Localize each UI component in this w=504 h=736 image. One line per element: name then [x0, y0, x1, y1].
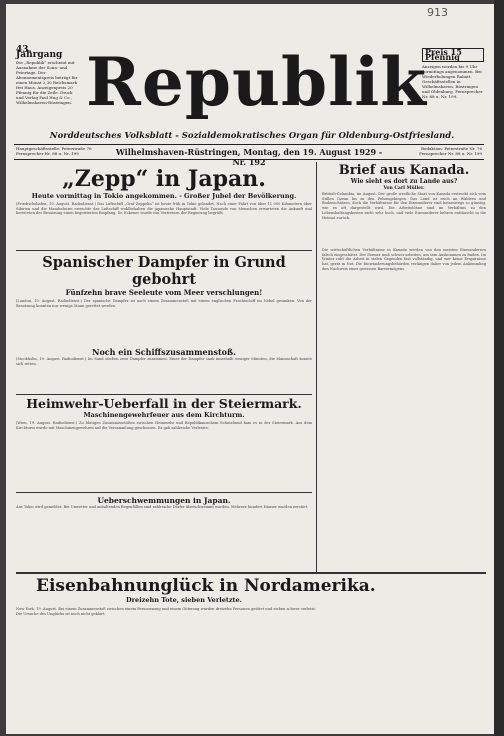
- binding-edge: [494, 0, 504, 736]
- divider: [16, 250, 312, 251]
- kanada-continuation: [322, 248, 486, 568]
- column-divider: [316, 162, 317, 572]
- dateline-right: Redaktion: Peterstraße Nr. 76 Fernsprecher Nr. 88 u. Nr. 199: [419, 146, 482, 156]
- flood-body: Aus Tokio wird gemeldet: Bei Unwetter und anhaltenden Regenfällen sind zahlreiche Dörfer überschwemmt worden. Mehrere hundert Häuser wurden zerstört.: [16, 505, 309, 509]
- heimwehr-article: [16, 397, 312, 487]
- schiff-headline: Noch ein Schiffszusammenstoß.: [92, 348, 236, 357]
- zepp-article: [16, 166, 312, 226]
- newspaper-subtitle: Norddeutsches Volksblatt - Sozialdemokratisches Organ für Oldenburg-Ostfriesland.: [49, 131, 455, 141]
- dampfer-headline: Spanischer Dampfer in Grund gebohrt: [42, 254, 286, 288]
- volume-label: 43. Jahrgang: [16, 45, 63, 60]
- newspaper-title: Republik: [86, 43, 427, 121]
- eisenbahn-body: New York, 19. August. Bei einem Zusammenstoß zwischen einem Personenzug und einem Güterzug wurden dreizehn Personen getötet und sieben schwer verletzt. Die Ursache des Unglücks ist noch nicht geklärt.: [16, 607, 316, 616]
- heimwehr-subheadline: Maschinengewehrfeuer aus dem Kirchturm.: [83, 411, 245, 419]
- advert-info: Anzeigen werden bis 9 Uhr vormittags angenommen. Bei Wiederholungen Rabatt. Geschäftsstellen in Wilhelmshaven, Rüstringen und Oldenburg. Fernsprecher Nr. 88 u. Nr. 199.: [422, 64, 483, 99]
- heimwehr-headline: Heimwehr-Ueberfall in der Steiermark.: [26, 397, 302, 411]
- divider: [16, 492, 312, 493]
- kanada-body: Brittish-Columbia, im August. Der große westliche Staat von Kanada erstreckt sich vom Stillen Ozean bis zu den Felsengebirgen. Das Land ist reich an Wäldern und Bodenschätzen, doch die Verhältnisse für den Einwanderer sind keineswegs so günstig, wie es oft dargestellt wird. Die Arbeitslöhne sind im Verhältnis zu den Lebenshaltungskosten nicht sehr hoch, und viele Einwanderer kehren enttäuscht in die Heimat zurück.: [322, 192, 486, 220]
- flood-article: [16, 496, 312, 566]
- divider: [16, 572, 486, 574]
- price-label: Preis 15 Pfennig: [422, 48, 484, 62]
- kanada-headline: Brief aus Kanada.: [338, 164, 470, 178]
- dampfer-subheadline: Fünfzehn brave Seeleute vom Meer verschlungen!: [65, 288, 263, 297]
- dateline-bar: [14, 144, 484, 167]
- kanada-article: [322, 164, 486, 244]
- zepp-body: (Friedrichshafen, 19. August. Radiodienst.) Das Luftschiff „Graf Zeppelin“ ist heute früh in Tokio gelandet. Nach einer Fahrt von über 11 000 Kilometern über Sibirien und die Mandschurei erreichte das Luftschiff wohlbehalten die japanische Hauptstadt. Viele Tausende von Menschen erwarteten die Ankunft und bereiteten der Besatzung einen begeisterten Empfang. Dr. Eckener wurde von Vertretern der Regierung begrüßt.: [16, 202, 312, 216]
- eisenbahn-subheadline: Dreizehn Tote, sieben Verletzte.: [126, 596, 242, 604]
- eisenbahn-article: [16, 576, 486, 726]
- masthead-right-box: [422, 48, 484, 99]
- zepp-subheadline: Heute vormittag in Tokio angekommen. - Großer Jubel der Bevölkerung.: [31, 192, 297, 200]
- heimwehr-body: (Wien, 19. August. Radiodienst.) Zu blutigen Zusammenstößen zwischen Heimwehr und Republikanischem Schutzbund kam es in der Steiermark. Aus dem Kirchturm wurde mit Maschinengewehren auf die Versammlung geschossen. Es gab zahlreiche Verletzte.: [16, 421, 312, 430]
- subscription-info: Die „Republik“ erscheint mit Ausnahme der Sonn- und Feiertage. Der Abonnementspreis beträgt für einen Monat 2,30 Reichsmark frei Haus. Anzeigenpreis 20 Pfennig für die Zeile. Druck und Verlag Paul Hug & Co., Wilhelmshaven-Rüstringen.: [16, 60, 78, 105]
- newspaper-page: [6, 4, 494, 734]
- page-number: 913: [427, 6, 448, 19]
- kanada-author: Von Carl Müller.: [383, 186, 425, 191]
- dampfer-article: [16, 254, 312, 346]
- eisenbahn-headline: Eisenbahnunglück in Nordamerika.: [36, 576, 376, 596]
- schiff-article: [16, 348, 312, 392]
- dateline-left: Hauptgeschäftsstelle: Peterstraße 76 Fernsprecher Nr. 88 u. Nr. 199: [16, 146, 92, 156]
- dateline-date: Wilhelmshaven-Rüstringen, Montag, den 19. August 1929 - Nr. 192: [115, 147, 383, 167]
- masthead-left-box: [16, 45, 78, 105]
- flood-headline: Ueberschwemmungen in Japan.: [97, 496, 231, 505]
- divider: [16, 394, 312, 395]
- dampfer-body: (London, 19. August. Radiodienst.) Der spanische Dampfer ist nach einem Zusammenstoß mit einem englischen Frachtschiff im Nebel gesunken. Von der Besatzung konnten nur wenige Mann gerettet werden.: [16, 299, 312, 308]
- kanada-subheadline: Wie sieht es dort zu Lande aus?: [350, 178, 458, 185]
- schiff-body: (Stockholm, 19. August. Radiodienst.) Im Sund stießen zwei Dampfer zusammen. Einer der Dampfer sank innerhalb weniger Minuten, die Mannschaft konnte sich retten.: [16, 357, 312, 366]
- kanada-continuation-body: Die wirtschaftlichen Verhältnisse in Kanada werden von den meisten Einwanderern falsch eingeschätzt. Der Farmer muß schwer arbeiten, um sein Auskommen zu finden. Im Winter ruht die Arbeit in vielen Gegenden fast vollständig, und wer keine Ersparnisse hat, gerät in Not. Die Einwanderungsbehörden verlangen daher von jedem Ankömmling den Nachweis eines gewissen Barvermögens.: [322, 248, 486, 271]
- zepp-headline: „Zepp“ in Japan.: [62, 166, 266, 192]
